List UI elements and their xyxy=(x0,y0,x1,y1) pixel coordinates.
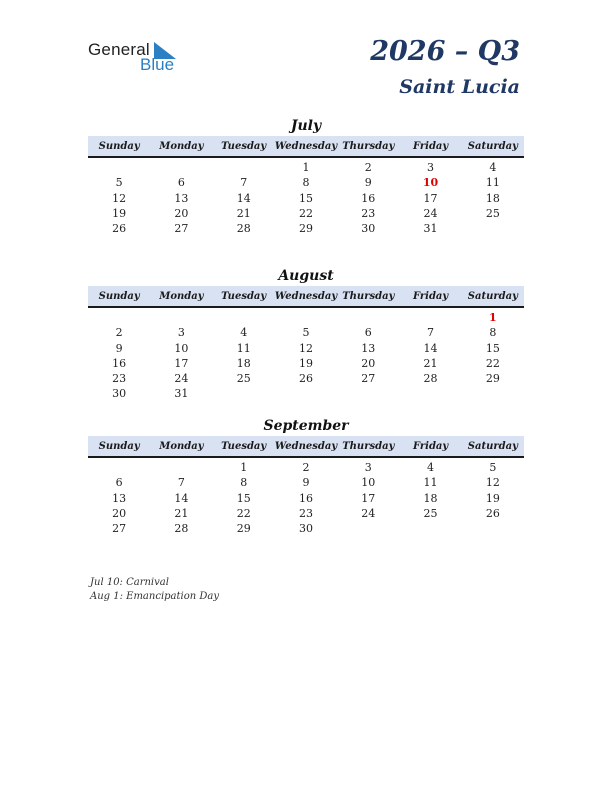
weekday-friday: Friday xyxy=(412,441,449,452)
day-cell: 5 xyxy=(302,326,310,340)
day-cell: 22 xyxy=(298,206,313,220)
day-cell: 14 xyxy=(174,491,189,505)
weekday-wednesday: Wednesday xyxy=(274,291,338,302)
day-cell: 23 xyxy=(112,372,127,386)
day-cell: 11 xyxy=(236,341,251,355)
weekday-thursday: Thursday xyxy=(342,441,395,452)
weekday-sunday: Sunday xyxy=(98,441,140,452)
weekday-wednesday: Wednesday xyxy=(274,441,338,452)
empty-day-cell xyxy=(275,386,337,401)
week-row xyxy=(88,371,524,386)
month-days xyxy=(88,158,524,236)
day-cell: 28 xyxy=(174,522,189,536)
day-cell: 1 xyxy=(240,461,248,474)
week-row xyxy=(88,386,524,401)
day-cell: 5 xyxy=(115,176,123,190)
day-cell: 26 xyxy=(112,222,127,236)
empty-day-cell xyxy=(337,521,399,536)
day-cell: 27 xyxy=(174,222,189,236)
day-cell: 29 xyxy=(236,522,251,536)
day-cell: 12 xyxy=(485,476,500,490)
holiday-note: Jul 10: Carnival xyxy=(90,577,169,588)
day-cell: 29 xyxy=(485,372,500,386)
week-row xyxy=(88,191,524,206)
day-cell: 15 xyxy=(236,491,251,505)
month-calendar-july xyxy=(88,116,524,236)
weekday-header xyxy=(88,436,524,458)
day-cell: 1 xyxy=(302,161,310,174)
weekday-wednesday: Wednesday xyxy=(274,141,338,152)
day-cell: 9 xyxy=(302,476,310,490)
week-row xyxy=(88,506,524,521)
day-cell: 30 xyxy=(298,522,313,536)
day-cell: 25 xyxy=(423,506,438,520)
month-calendar-august xyxy=(88,266,524,402)
empty-day-cell xyxy=(150,310,212,325)
day-cell: 2 xyxy=(115,326,123,340)
day-cell: 27 xyxy=(112,522,127,536)
empty-day-cell xyxy=(213,310,275,325)
weekday-saturday: Saturday xyxy=(467,441,518,452)
weekday-tuesday: Tuesday xyxy=(221,141,267,152)
day-cell: 20 xyxy=(112,506,127,520)
day-cell: 8 xyxy=(489,326,497,340)
day-cell: 24 xyxy=(174,372,189,386)
day-cell: 24 xyxy=(423,206,438,220)
empty-day-cell xyxy=(462,386,524,401)
day-cell: 3 xyxy=(177,326,185,340)
day-cell: 26 xyxy=(298,372,313,386)
day-cell: 13 xyxy=(361,341,376,355)
empty-day-cell xyxy=(88,460,150,475)
day-cell: 14 xyxy=(423,341,438,355)
empty-day-cell xyxy=(88,310,150,325)
day-cell: 7 xyxy=(177,476,185,490)
empty-day-cell xyxy=(275,310,337,325)
day-cell: 21 xyxy=(423,356,438,370)
day-cell: 10 xyxy=(361,476,376,490)
holiday-day-cell: 1 xyxy=(489,311,497,324)
day-cell: 24 xyxy=(361,506,376,520)
weekday-thursday: Thursday xyxy=(342,141,395,152)
day-cell: 9 xyxy=(115,341,123,355)
holiday-notes xyxy=(90,576,219,604)
empty-day-cell xyxy=(462,221,524,236)
day-cell: 12 xyxy=(112,191,127,205)
holiday-note: Aug 1: Emancipation Day xyxy=(90,591,219,602)
empty-day-cell xyxy=(337,310,399,325)
day-cell: 26 xyxy=(485,506,500,520)
weekday-saturday: Saturday xyxy=(467,291,518,302)
day-cell: 14 xyxy=(236,191,251,205)
week-row xyxy=(88,460,524,475)
month-days xyxy=(88,308,524,402)
week-row xyxy=(88,221,524,236)
day-cell: 31 xyxy=(174,387,189,401)
weekday-thursday: Thursday xyxy=(342,291,395,302)
generalblue-logo xyxy=(88,40,188,76)
day-cell: 17 xyxy=(423,191,438,205)
day-cell: 13 xyxy=(112,491,127,505)
day-cell: 19 xyxy=(485,491,500,505)
weekday-monday: Monday xyxy=(159,141,204,152)
day-cell: 29 xyxy=(298,222,313,236)
weekday-saturday: Saturday xyxy=(467,141,518,152)
weekday-monday: Monday xyxy=(159,291,204,302)
empty-day-cell xyxy=(213,386,275,401)
empty-day-cell xyxy=(337,386,399,401)
month-name: July xyxy=(290,118,322,134)
day-cell: 12 xyxy=(298,341,313,355)
page-title: 2026 – Q3 xyxy=(370,36,520,67)
week-row xyxy=(88,310,524,325)
weekday-friday: Friday xyxy=(412,291,449,302)
empty-day-cell xyxy=(399,521,461,536)
day-cell: 30 xyxy=(361,222,376,236)
weekday-sunday: Sunday xyxy=(98,291,140,302)
day-cell: 16 xyxy=(112,356,127,370)
week-row xyxy=(88,356,524,371)
day-cell: 22 xyxy=(236,506,251,520)
day-cell: 6 xyxy=(115,476,123,490)
day-cell: 3 xyxy=(427,161,435,174)
day-cell: 27 xyxy=(361,372,376,386)
day-cell: 25 xyxy=(236,372,251,386)
day-cell: 3 xyxy=(364,461,372,474)
day-cell: 6 xyxy=(364,326,372,340)
day-cell: 18 xyxy=(423,491,438,505)
month-name: August xyxy=(278,268,334,284)
day-cell: 20 xyxy=(361,356,376,370)
day-cell: 23 xyxy=(361,206,376,220)
day-cell: 17 xyxy=(361,491,376,505)
empty-day-cell xyxy=(399,310,461,325)
empty-day-cell xyxy=(150,160,212,175)
empty-day-cell xyxy=(462,521,524,536)
day-cell: 4 xyxy=(427,461,435,474)
week-row xyxy=(88,206,524,221)
week-row xyxy=(88,475,524,490)
holiday-day-cell: 10 xyxy=(422,176,439,190)
day-cell: 19 xyxy=(298,356,313,370)
empty-day-cell xyxy=(88,160,150,175)
day-cell: 28 xyxy=(423,372,438,386)
week-row xyxy=(88,325,524,340)
weekday-sunday: Sunday xyxy=(98,141,140,152)
day-cell: 13 xyxy=(174,191,189,205)
day-cell: 21 xyxy=(174,506,189,520)
day-cell: 22 xyxy=(485,356,500,370)
weekday-friday: Friday xyxy=(412,141,449,152)
day-cell: 31 xyxy=(423,222,438,236)
logo-text-general: General xyxy=(88,40,150,59)
day-cell: 21 xyxy=(236,206,251,220)
day-cell: 23 xyxy=(298,506,313,520)
day-cell: 20 xyxy=(174,206,189,220)
empty-day-cell xyxy=(399,386,461,401)
week-row xyxy=(88,341,524,356)
day-cell: 15 xyxy=(298,191,313,205)
day-cell: 18 xyxy=(485,191,500,205)
day-cell: 6 xyxy=(177,176,185,190)
day-cell: 9 xyxy=(364,176,372,190)
day-cell: 25 xyxy=(485,206,500,220)
week-row xyxy=(88,175,524,190)
day-cell: 17 xyxy=(174,356,189,370)
day-cell: 16 xyxy=(298,491,313,505)
day-cell: 11 xyxy=(485,176,500,190)
day-cell: 4 xyxy=(240,326,248,340)
weekday-tuesday: Tuesday xyxy=(221,441,267,452)
day-cell: 19 xyxy=(112,206,127,220)
day-cell: 11 xyxy=(423,476,438,490)
day-cell: 10 xyxy=(174,341,189,355)
empty-day-cell xyxy=(150,460,212,475)
weekday-tuesday: Tuesday xyxy=(221,291,267,302)
day-cell: 30 xyxy=(112,387,127,401)
day-cell: 4 xyxy=(489,161,497,174)
day-cell: 18 xyxy=(236,356,251,370)
month-days xyxy=(88,458,524,536)
day-cell: 8 xyxy=(240,476,248,490)
day-cell: 16 xyxy=(361,191,376,205)
month-calendar-september xyxy=(88,416,524,536)
day-cell: 28 xyxy=(236,222,251,236)
country-name: Saint Lucia xyxy=(399,76,520,98)
day-cell: 7 xyxy=(240,176,248,190)
week-row xyxy=(88,521,524,536)
weekday-header xyxy=(88,286,524,308)
day-cell: 15 xyxy=(485,341,500,355)
day-cell: 8 xyxy=(302,176,310,190)
logo-text-blue: Blue xyxy=(140,55,175,74)
day-cell: 7 xyxy=(427,326,435,340)
empty-day-cell xyxy=(213,160,275,175)
weekday-monday: Monday xyxy=(159,441,204,452)
month-name: September xyxy=(263,418,349,434)
day-cell: 5 xyxy=(489,461,497,474)
weekday-header xyxy=(88,136,524,158)
day-cell: 2 xyxy=(364,161,372,174)
day-cell: 2 xyxy=(302,461,310,474)
week-row xyxy=(88,160,524,175)
week-row xyxy=(88,491,524,506)
